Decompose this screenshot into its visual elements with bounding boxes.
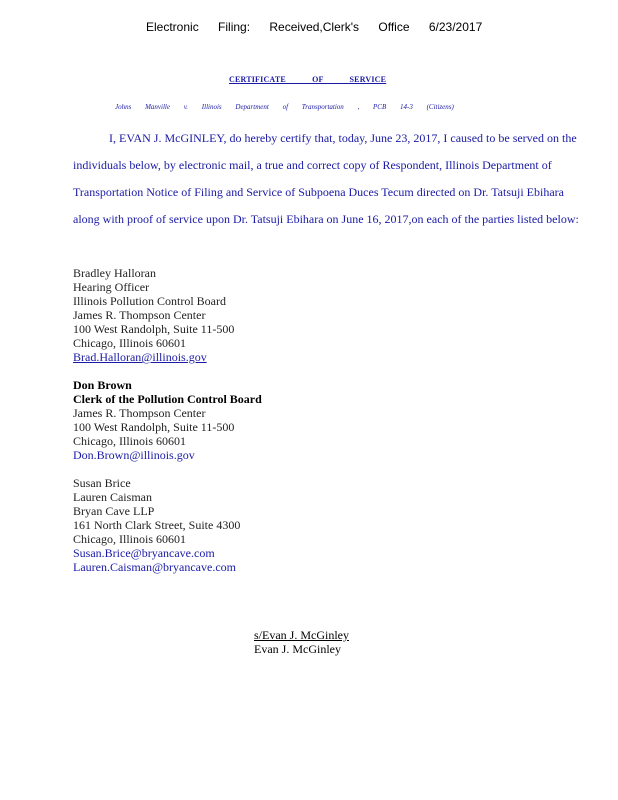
recipient-line: Chicago, Illinois 60601 — [73, 434, 186, 448]
signature-block — [254, 628, 349, 656]
recipient-line: Hearing Officer — [73, 280, 150, 294]
recipient-line: James R. Thompson Center — [73, 308, 206, 322]
certificate-title: CERTIFICATE OF SERVICE — [229, 75, 387, 84]
recipient-line: Clerk of the Pollution Control Board — [73, 392, 262, 406]
recipient-line: Chicago, Illinois 60601 — [73, 336, 186, 350]
recipient-email-link[interactable]: Susan.Brice@bryancave.com — [73, 546, 215, 560]
header-office: Office — [378, 20, 410, 34]
signatory-name: Evan J. McGinley — [254, 642, 341, 656]
recipient-line: Lauren Caisman — [73, 490, 152, 504]
recipient-line: James R. Thompson Center — [73, 406, 206, 420]
filing-header — [146, 20, 482, 34]
case-caption: Johns Manville v. Illinois Department of Transportation , PCB 14-3 (Citizens) — [115, 103, 454, 111]
recipient-line: Illinois Pollution Control Board — [73, 294, 227, 308]
certification-paragraph: I, EVAN J. McGINLEY, do hereby certify that, today, June 23, 2017, I caused to be served on the individuals below, by electronic mail, a true and correct copy of Respondent, Illinois Department of Transportation Notice of Filing and Service of Subpoena Duces Tecum directed on Dr. Tatsuji Ebihara along with proof of service upon Dr. Tatsuji Ebihara on June 16, 2017,on each of the parties listed below: — [73, 131, 579, 226]
recipient-email-link[interactable]: Brad.Halloran@illinois.gov — [73, 350, 207, 364]
recipient-block-3 — [73, 476, 240, 574]
recipient-line: Don Brown — [73, 378, 132, 392]
recipient-block-1 — [73, 266, 234, 364]
recipient-block-2 — [73, 378, 262, 462]
recipient-line: 161 North Clark Street, Suite 4300 — [73, 518, 241, 532]
recipient-line: Susan Brice — [73, 476, 131, 490]
recipient-line: 100 West Randolph, Suite 11-500 — [73, 322, 235, 336]
recipient-line: Bryan Cave LLP — [73, 504, 155, 518]
recipient-line: 100 West Randolph, Suite 11-500 — [73, 420, 235, 434]
header-electronic: Electronic — [146, 20, 199, 34]
header-filing: Filing: — [218, 20, 251, 34]
recipient-line: Chicago, Illinois 60601 — [73, 532, 186, 546]
certification-paragraph-block — [73, 125, 593, 233]
header-date: 6/23/2017 — [428, 20, 483, 34]
recipient-email-link[interactable]: Don.Brown@illinois.gov — [73, 448, 195, 462]
recipient-email-link[interactable]: Lauren.Caisman@bryancave.com — [73, 560, 236, 574]
header-received: Received,Clerk's — [269, 20, 360, 34]
signature-line: s/Evan J. McGinley — [254, 628, 349, 642]
recipient-line: Bradley Halloran — [73, 266, 156, 280]
